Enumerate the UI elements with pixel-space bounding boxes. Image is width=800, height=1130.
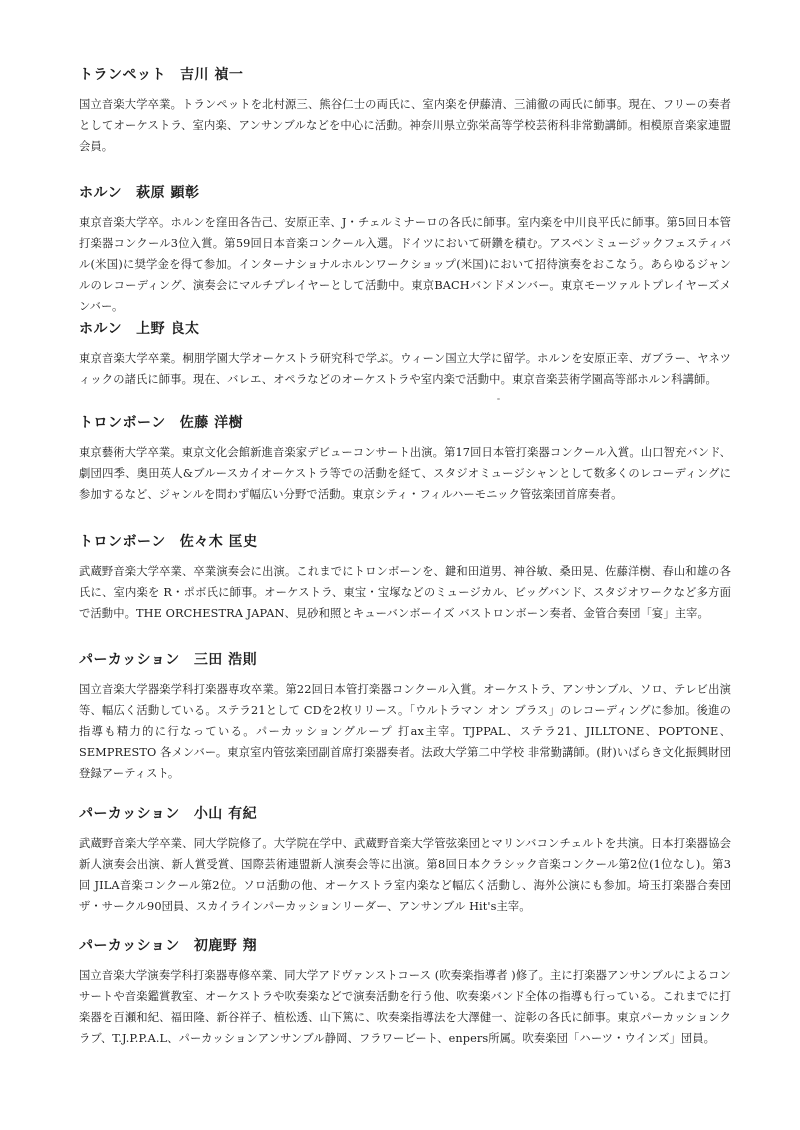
biography-text: 国立音楽大学器楽学科打楽器専攻卒業。第22回日本管打楽器コンクール入賞。オーケストラ、アンサンブル、ソロ、テレビ出演等、幅広く活動している。ステラ21として CDを2枚リリース。「ウルトラマン オン ブラス」のレコーディングに参加。後進の指導も精力的に行なっている。パーカッショングループ 打ax主宰。TJPPAL、ステラ21、JILLTONE、POPTONE、SEMPRESTO 各メンバー。東京室内管弦楽団副首席打楽器奏者。法政大学第二中学校 非常勤講師。(財)いばらき文化振興財団登録アーティスト。 xyxy=(79,683,731,780)
instrument-label: トロンボーン xyxy=(79,534,166,550)
bio-entry-trombone-sato xyxy=(79,414,731,505)
instrument-label: パーカッション xyxy=(79,652,180,668)
entry-header xyxy=(79,937,731,955)
performer-name: 小山 有紀 xyxy=(193,806,258,822)
performer-name: 佐藤 洋樹 xyxy=(179,415,244,431)
instrument-label: ホルン xyxy=(79,185,123,201)
biography-text: 国立音楽大学卒業。トランペットを北村源三、熊谷仁士の両氏に、室内楽を伊藤清、三浦徹の両氏に師事。現在、フリーの奏者としてオーケストラ、室内楽、アンサンブルなどを中心に活動。神奈川県立弥栄高等学校芸術科非常勤講師。相模原音楽家連盟会員。 xyxy=(79,98,731,153)
entry-header xyxy=(79,651,731,669)
bio-entry-percussion-hatsukano xyxy=(79,937,731,1049)
entry-header xyxy=(79,184,731,202)
entry-header xyxy=(79,66,731,84)
scan-speck xyxy=(497,398,500,400)
biography-text: 武蔵野音楽大学卒業、同大学院修了。大学院在学中、武蔵野音楽大学管弦楽団とマリンバコンチェルトを共演。日本打楽器協会新人演奏会出演、新人賞受賞、国際芸術連盟新人演奏会等に出演。第8回日本クラシック音楽コンクール第2位(1位なし)。第3回 JILA音楽コンクール第2位。ソロ活動の他、オーケストラ室内楽など幅広く活動し、海外公演にも参加。埼玉打楽器合奏団 ザ・サークル90団員、スカイラインパーカッションリーダー、アンサンブル Hit's主宰。 xyxy=(79,837,731,913)
biography-text: 国立音楽大学演奏学科打楽器専修卒業、同大学アドヴァンストコース (吹奏楽指導者 )修了。主に打楽器アンサンブルによるコンサートや音楽鑑賞教室、オーケストラや吹奏楽などで演奏活動を行う他、吹奏楽バンド全体の指導も行っている。これまでに打楽器を百瀬和紀、福田隆、新谷祥子、植松透、山下篤に、吹奏楽指導法を大澤健一、淀彰の各氏に師事。東京パーカッションクラブ、T.J.P.P.A.L、パーカッションアンサンブル静岡、フラワービート、enpers所属。吹奏楽団「ハーツ・ウインズ」団員。 xyxy=(79,969,731,1045)
entry-header xyxy=(79,414,731,432)
bio-entry-horn-hagiwara xyxy=(79,184,731,317)
instrument-label: トランペット xyxy=(79,67,166,83)
bio-entry-percussion-koyama xyxy=(79,805,731,917)
entry-header xyxy=(79,805,731,823)
biography-text: 東京音楽大学卒。ホルンを窪田各告己、安原正幸、J・チェルミナーロの各氏に師事。室内楽を中川良平氏に師事。第5回日本管打楽器コンクール3位入賞。第59回日本音楽コンクール入選。ドイツにおいて研鑽を積む。アスペンミュージックフェスティバル(米国)に奨学金を得て参加。インターナショナルホルンワークショップ(米国)において招待演奏をおこなう。あらゆるジャンルのレコーディング、演奏会にマルチプレイヤーとして活動中。東京BACHバンドメンバー。東京モーツァルトプレイヤーズメンバー。 xyxy=(79,216,731,313)
entry-header xyxy=(79,320,731,338)
bio-entry-trumpet-yoshikawa xyxy=(79,66,731,157)
performer-name: 三田 浩則 xyxy=(193,652,258,668)
bio-entry-horn-ueno xyxy=(79,320,731,390)
instrument-label: トロンボーン xyxy=(79,415,166,431)
biography-text: 東京藝術大学卒業。東京文化会館新進音楽家デビューコンサート出演。第17回日本管打楽器コンクール入賞。山口智充バンド、劇団四季、奥田英人&ブルースカイオーケストラ等での活動を経て、スタジオミュージシャンとして数多くのレコーディングに参加するなど、ジャンルを問わず幅広い分野で活動。東京シティ・フィルハーモニック管弦楽団首席奏者。 xyxy=(79,446,731,501)
instrument-label: パーカッション xyxy=(79,938,180,954)
bio-entry-percussion-mita xyxy=(79,651,731,784)
biography-text: 武蔵野音楽大学卒業、卒業演奏会に出演。これまでにトロンボーンを、鍵和田道男、神谷敏、桑田晃、佐藤洋樹、春山和雄の各氏に、室内楽を R・ポボ氏に師事。オーケストラ、東宝・宝塚などのミュージカル、ビッグバンド、スタジオワークなど多方面で活動中。THE ORCHESTRA JAPAN、見砂和照とキューバンボーイズ バストロンボーン奏者、金管合奏団「宴」主宰。 xyxy=(79,565,731,620)
instrument-label: パーカッション xyxy=(79,806,180,822)
instrument-label: ホルン xyxy=(79,321,123,337)
performer-name: 吉川 禎一 xyxy=(180,67,244,83)
performer-name: 佐々木 匡史 xyxy=(179,534,258,550)
entry-header xyxy=(79,533,731,551)
performer-name: 萩原 顕彰 xyxy=(136,185,200,201)
biography-text: 東京音楽大学卒業。桐朋学園大学オーケストラ研究科で学ぶ。ウィーン国立大学に留学。ホルンを安原正幸、ガブラー、ヤネツィックの諸氏に師事。現在、バレエ、オペラなどのオーケストラや室内楽で活動中。東京音楽芸術学園高等部ホルン科講師。 xyxy=(79,352,731,386)
bio-entry-trombone-sasaki xyxy=(79,533,731,624)
performer-name: 上野 良太 xyxy=(136,321,200,337)
performer-name: 初鹿野 翔 xyxy=(193,938,258,954)
